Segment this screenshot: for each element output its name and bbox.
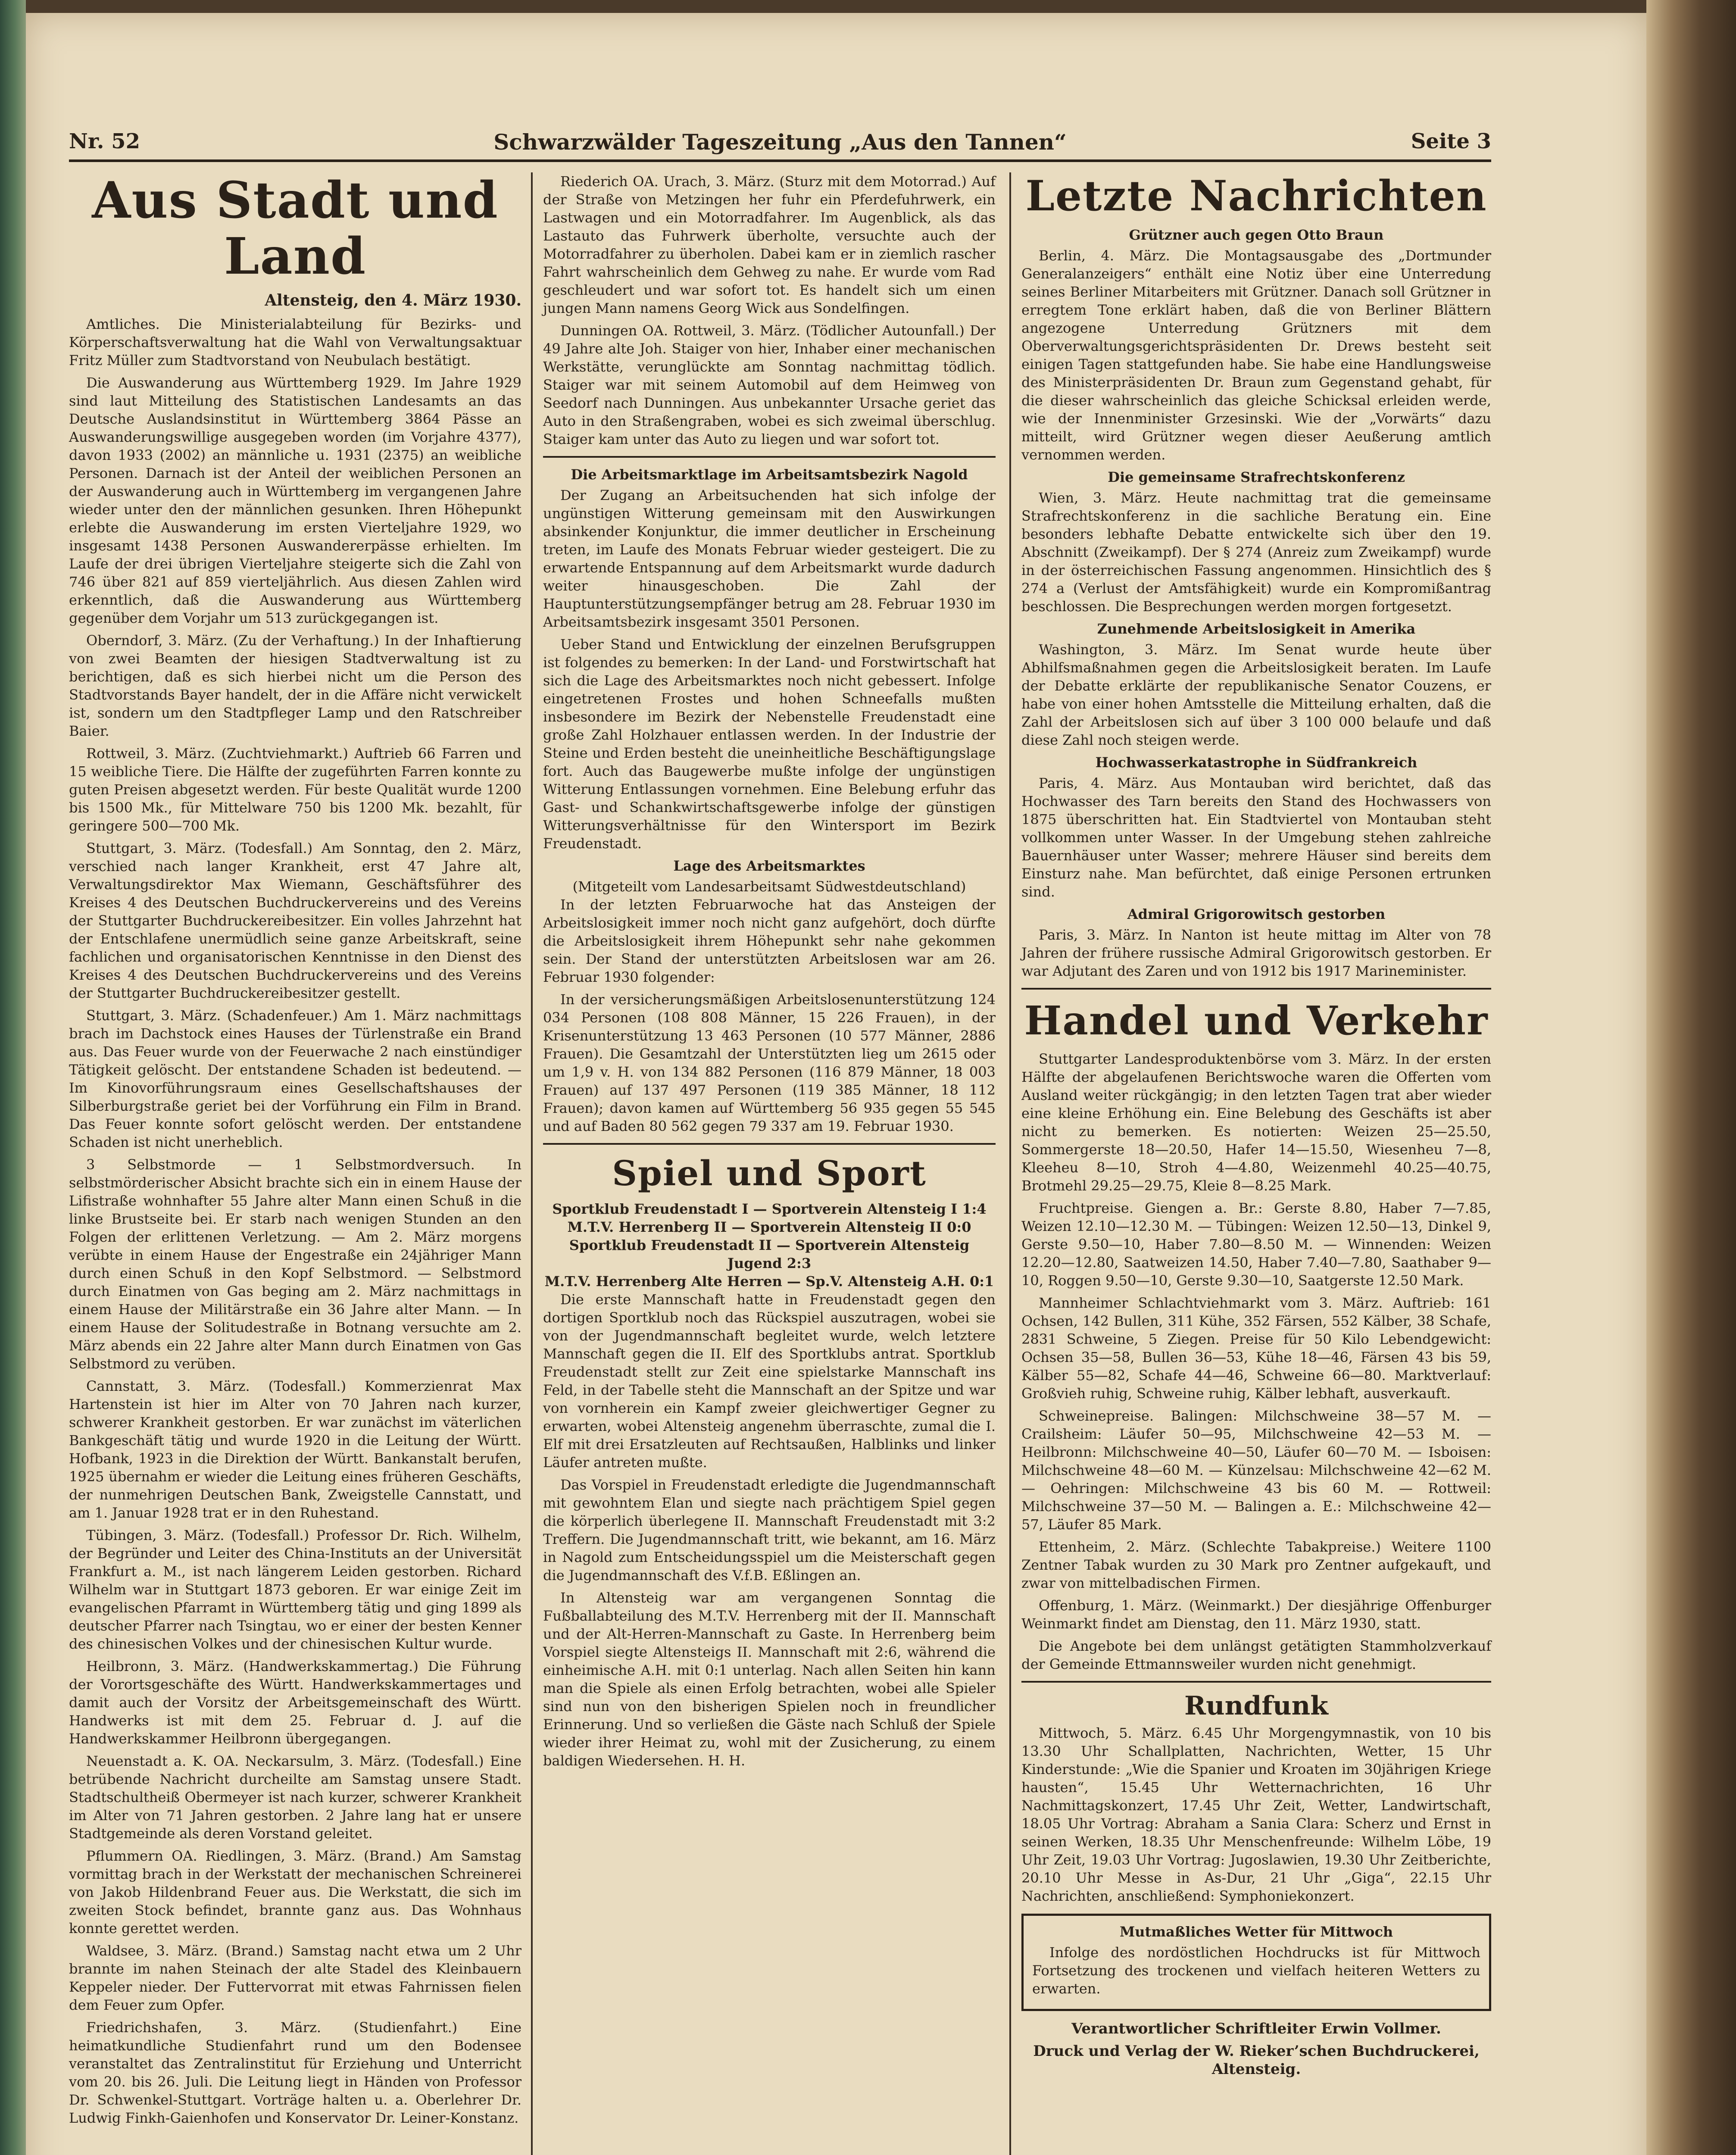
trade-paragraph: Mannheimer Schlachtviehmarkt vom 3. März. Auftrieb: 161 Ochsen, 142 Bullen, 311 Kühe, 352 Färsen, 552 Kälber, 38 Schafe, 2831 Schweine, 5 Ziegen. Preise für 50 Kilo Lebendgewicht: Ochsen 35—58, Bullen 36—53, Kühe 18—46, Färsen 43 bis 59, Kälber 55—82, Schafe 44—46, Schweine 66—80. Marktverlauf: Großvieh ruhig, Schweine ruhig, Kälber lebhaft, ausverkauft.: [1021, 1295, 1491, 1402]
news-article: Berlin, 4. März. Die Montagsausgabe des „Dortmunder Generalanzeigers“ enthält eine Notiz über eine Unterredung seines Berliner Mitarbeiters mit Grützner. Danach soll Grützner in erregtem Tone erklärt haben, daß die von Berliner Blättern angezogene Unterredung Grützners mit dem Oberverwaltungsgerichtspräsidenten Dr. Drews besteht seit einigen Tagen stattgefunden habe. Sie habe eine Handlungsweise des Ministerpräsidenten Dr. Braun zum Gegenstand gehabt, für die dieser wahrscheinlich das gleiche Schicksal erleiden werde, wie der Innenminister Grzesinski. Wie der „Vorwärts“ dazu mitteilt, wird Grützner wegen dieser Aeußerung amtlich vernommen werden.: [1021, 247, 1491, 463]
column-right: [1021, 172, 1491, 2083]
imprint-printer: Druck und Verlag der W. Rieker’schen Buchdruckerei, Altensteig.: [1033, 2043, 1480, 2078]
article-stuttgart-todesfall: Stuttgart, 3. März. (Todesfall.) Am Sonntag, den 2. März, verschied nach langer Krankheit, erst 47 Jahre alt, Verwaltungsdirektor Max Wiemann, Geschäftsführer des Kreises 4 des Deutschen Buchdruckervereins und des Vereins der Stuttgarter Buchdruckereibesitzer. Ein volles Jahrzehnt hat der Entschlafene unermüdlich seine ganze Arbeitskraft, seine fachlichen und organisatorischen Kenntnisse in den Dienst des Kreises 4 des Deutschen Buchdruckervereins und des Vereins der Stuttgarter Buchdruckereibesitzer gestellt.: [69, 840, 521, 1001]
labor-state-paragraph: In der versicherungsmäßigen Arbeitslosenunterstützung 124 034 Personen (108 808 Männer, 15 226 Frauen), in der Krisenunterstützung 13 463 Personen (10 577 Männer, 2886 Frauen). Die Gesamtzahl der Unterstützten lieg um 2615 oder um 1,9 v. H. von 134 882 Personen (116 879 Männer, 18 003 Frauen) auf 137 497 Personen (119 385 Männer, 18 112 Frauen); davon kamen auf Württemberg 56 935 gegen 55 545 und auf Baden 80 562 gegen 79 337 am 19. Februar 1930.: [543, 991, 996, 1134]
article-waldsee: Waldsee, 3. März. (Brand.) Samstag nacht etwa um 2 Uhr brannte im nahen Steinach der alte Stadel des Kleinbauern Keppeler nieder. Der Futtervorrat mit etwas Fahrnissen fielen dem Feuer zum Opfer.: [69, 1943, 521, 2013]
issue-number: Nr. 52: [69, 129, 140, 153]
weather-title: Mutmaßliches Wetter für Mittwoch: [1119, 1924, 1393, 1940]
article-friedrichshafen: Friedrichshafen, 3. März. (Studienfahrt.) Eine heimatkundliche Studienfahrt rund um den Bodensee veranstaltet das Zentralinstitut für Erziehung und Unterricht vom 20. bis 26. Juli. Die Leitung liegt in Händen von Professor Dr. Schwenkel-Stuttgart. Vorträge halten u. a. Oberlehrer Dr. Ludwig Finkh-Gaienhofen und Konservator Dr. Leiner-Konstanz.: [69, 2019, 521, 2126]
news-headline: Grützner auch gegen Otto Braun: [1129, 227, 1384, 243]
trade-paragraph: Schweinepreise. Balingen: Milchschweine 38—57 M. — Crailsheim: Läufer 50—95, Milchschweine 42—53 M. — Heilbronn: Milchschweine 40—50, Läufer 60—70 M. — Isboisen: Milchschweine 48—60 M. — Künzelsau: Milchschweine 42—62 M. — Oehringen: Milchschweine 43 bis 60 M. — Rottweil: Milchschweine 37—50 M. — Balingen a. E.: Milchschweine 42—57, Läufer 85 Mark.: [1021, 1408, 1491, 1533]
trade-paragraph: Stuttgarter Landesproduktenbörse vom 3. März. In der ersten Hälfte der abgelaufenen Berichtswoche waren die Offerten vom Ausland weiter rückgängig; in den letzten Tagen trat aber wieder eine kleine Erhöhung ein. Eine Belebung des Geschäfts ist aber nicht zu bemerken. Es notierten: Weizen 25—25.50, Sommergerste 18—20.50, Hafer 14—15.50, Wiesenheu 7—8, Kleeheu 8—10, Stroh 4—4.80, Weizenmehl 40.25—40.75, Brotmehl 29.25—29.75, Kleie 8—8.25 Mark.: [1021, 1051, 1491, 1194]
sport-report-paragraph: Das Vorspiel in Freudenstadt erledigte die Jugendmannschaft mit gewohntem Elan und siegte nach prächtigem Spiel gegen die körperlich überlegene II. Mannschaft Freudenstadt mit 3:2 Treffern. Die Jugendmannschaft tritt, wie bekannt, am 16. März in Nagold zum Entscheidungsspiel um die Meisterschaft gegen die Jugendmannschaft des V.f.B. Eßlingen an.: [543, 1477, 996, 1583]
column-rule-2: [1009, 172, 1011, 2155]
labor-market-title: Die Arbeitsmarktlage im Arbeitsamtsbezirk Nagold: [571, 466, 968, 483]
section-title-stadt-und-land: Aus Stadt und Land: [92, 171, 499, 286]
article-rottweil: Rottweil, 3. März. (Zuchtviehmarkt.) Auftrieb 66 Farren und 15 weibliche Tiere. Die Hälfte der zugeführten Farren konnte zu guten Preisen abgesetzt werden. Für beste Qualität wurde 1200 bis 1500 Mk., für Mittelware 750 bis 1200 Mk. bezahlt, für geringere 500—700 Mk.: [69, 745, 521, 834]
column-stadt-und-land: [69, 172, 521, 2131]
news-article: Paris, 3. März. In Nanton ist heute mittag im Alter von 78 Jahren der frühere russische Admiral Grigorowitsch gestorben. Er war Adjutant des Zaren und von 1912 bis 1917 Marineminister.: [1021, 927, 1491, 979]
sport-results: [543, 1200, 996, 1290]
labor-market-paragraph: Ueber Stand und Entwicklung der einzelnen Berufsgruppen ist folgendes zu bemerken: In der Land- und Forstwirtschaft hat sich die Lage des Arbeitsmarktes noch nicht gebessert. Infolge eingetretenen Frostes und hohen Schneefalls mußten insbesondere im Bezirk der Nebenstelle Freudenstadt eine große Zahl Holzhauer entlassen werden. In der Industrie der Steine und Erden besteht die uneinheitliche Beschäftigungslage fort. Auch das Baugewerbe mußte infolge der ungünstigen Witterung Entlassungen vornehmen. Eine Belebung erfuhr das Gast- und Schankwirtschaftsgewerbe infolge der günstigen Witterungsverhältnisse für den Wintersport im Bezirk Freudenstadt.: [543, 636, 996, 852]
news-article: Wien, 3. März. Heute nachmittag trat die gemeinsame Strafrechtskonferenz in die sachliche Beratung ein. Eine besonders lebhafte Debatte entwickelte sich über den 19. Abschnitt (Zweikampf). Der § 274 (Anreiz zum Zweikampf) wurde in der österreichischen Fassung angenommen. Hinsichtlich des § 274 a (Verlust der Amtsfähigkeit) wurde ein Kompromißantrag beschlossen. Die Besprechungen werden morgen fortgesetzt.: [1021, 490, 1491, 615]
article-stuttgart-schadenfeuer: Stuttgart, 3. März. (Schadenfeuer.) Am 1. März nachmittags brach im Dachstock eines Hauses der Türlenstraße ein Brand aus. Das Feuer wurde von der Feuerwache 2 nach einstündiger Tätigkeit gelöscht. Der entstandene Schaden ist bedeutend. — Im Kinovorführungsraum eines Gesellschaftshauses der Silberburgstraße geriet bei der Vorführung ein Film in Brand. Das Feuer konnte sofort gelöscht werden. Der entstandene Schaden ist nicht unerheblich.: [69, 1007, 521, 1150]
trade-paragraph: Die Angebote bei dem unlängst getätigten Stammholzverkauf der Gemeinde Ettmannsweiler wurden nicht genehmigt.: [1021, 1638, 1491, 1672]
article-dunningen: Dunningen OA. Rottweil, 3. März. (Tödlicher Autounfall.) Der 49 Jahre alte Joh. Staiger von hier, Inhaber einer mechanischen Werkstätte, verunglückte am Sonntag nachmittag tödlich. Staiger war mit seinem Automobil auf dem Heimweg von Seedorf nach Dunningen. Aus unbekannter Ursache geriet das Auto in den Straßengraben, wobei es sich zweimal überschlug. Staiger kam unter das Auto zu liegen und war sofort tot.: [543, 322, 996, 447]
divider: [543, 456, 996, 458]
weather-box: [1021, 1914, 1491, 2011]
page-number: Seite 3: [1411, 129, 1491, 153]
trade-paragraph: Fruchtpreise. Giengen a. Br.: Gerste 8.80, Haber 7—7.85, Weizen 12.10—12.30 M. — Tübingen: Weizen 12.50—13, Dinkel 9, Gerste 9.50—10, Haber 7.80—8.50 M. — Winnenden: Weizen 12.20—12.80, Saatweizen 14.50, Haber 7.40—7.80, Saathaber 9—10, Roggen 9.50—10, Gerste 9.30—10, Saatgerste 12.50 Mark.: [1021, 1200, 1491, 1289]
divider: [1021, 988, 1491, 990]
divider: [1021, 1681, 1491, 1683]
labor-market-paragraph: Der Zugang an Arbeitsuchenden hat sich infolge der ungünstigen Witterung gemeinsam mit den Auswirkungen absinkender Konjunktur, die immer deutlicher in Erscheinung treten, im Laufe des Monats Februar wieder gesteigert. Die zu erwartende Entspannung auf dem Arbeitsmarkt wurde dadurch weiter hinausgeschoben. Die Zahl der Hauptunterstützungsempfänger betrug am 28. Februar 1930 im Arbeitsamtsbezirk insgesamt 3501 Personen.: [543, 487, 996, 630]
column-rule-1: [531, 172, 533, 2155]
trade-paragraph: Ettenheim, 2. März. (Schlechte Tabakpreise.) Weitere 1100 Zentner Tabak wurden zu 30 Mark pro Zentner aufgekauft, und zwar von mittelbadischen Firmen.: [1021, 1539, 1491, 1591]
news-headline: Hochwasserkatastrophe in Südfrankreich: [1095, 754, 1418, 771]
trade-paragraph: Offenburg, 1. März. (Weinmarkt.) Der diesjährige Offenburger Weinmarkt findet am Dienstag, den 11. März 1930, statt.: [1021, 1597, 1491, 1632]
paper-title: Schwarzwälder Tageszeitung „Aus den Tannen“: [493, 129, 1067, 155]
article-selbstmorde: 3 Selbstmorde — 1 Selbstmordversuch. In selbstmörderischer Absicht brachte sich ein in einem Hause der Lifistraße wohnhafter 55 Jahre alter Mann einen Schuß in die linke Brustseite bei. Er starb nach wenigen Stunden an den Folgen der erlittenen Verletzung. — Am 2. März morgens verübte in einem Hause der Engestraße ein 24jähriger Mann durch einen Schuß in den Kopf Selbstmord. — Selbstmord durch Einatmen von Gas beging am 2. März nachmittags in einem Hause der Militärstraße ein 36 Jahre alter Mann. — In einem Hause der Solitudestraße in Botnang versuchte am 2. März abends ein 22 Jahre alter Mann durch Einatmen von Gas Selbstmord zu verüben.: [69, 1156, 521, 1372]
sport-report-paragraph: In Altensteig war am vergangenen Sonntag die Fußballabteilung des M.T.V. Herrenberg mit der II. Mannschaft und der Alt-Herren-Mannschaft zu Gaste. In Herrenberg beim Vorspiel siegte Altensteigs II. Mannschaft mit 2:6, während die einheimische A.H. mit 0:1 unterlag. Nach allen Seiten hin kann man die Spiele als einen Erfolg betrachten, wobei alle Spieler sind nun von den bisherigen Spielen noch in freundlicher Erinnerung. Und so verließen die Gäste nach Schluß der Spiele wieder ihrer Heimat zu, wohl mit der Zusicherung, zu einem baldigen Wiedersehen. H. H.: [543, 1590, 996, 1769]
page-header: [69, 121, 1491, 162]
sport-result: M.T.V. Herrenberg Alte Herren — Sp.V. Altensteig A.H. 0:1: [544, 1273, 994, 1290]
news-headline: Die gemeinsame Strafrechtskonferenz: [1108, 469, 1405, 485]
article-heilbronn: Heilbronn, 3. März. (Handwerkskammertag.) Die Führung der Vorortsgeschäfte des Württ. Handwerkskammertages und damit auch der Vorsitz der Arbeitsgemeinschaft des Württ. Handwerks ist mit dem 25. Februar d. J. auf die Handwerkskammer Heilbronn übergegangen.: [69, 1658, 521, 1747]
news-headline: Zunehmende Arbeitslosigkeit in Amerika: [1097, 621, 1416, 637]
article-oberndorf: Oberndorf, 3. März. (Zu der Verhaftung.) In der Inhaftierung von zwei Beamten der hiesigen Stadtverwaltung ist zu berichtigen, daß es sich hierbei nicht um die Person des Stadtvorstands Bayer handelt, der in die Affäre nicht verwickelt ist, sondern um den Stadtpfleger Lamp und den Ratschreiber Baier.: [69, 632, 521, 739]
article-tuebingen: Tübingen, 3. März. (Todesfall.) Professor Dr. Rich. Wilhelm, der Begründer und Leiter des China-Instituts an der Universität Frankfurt a. M., ist nach längerem Leiden gestorben. Richard Wilhelm war in Stuttgart 1873 geboren. Er war einige Zeit im evangelischen Pfarramt in Württemberg tätig und ging 1899 als deutscher Pfarrer nach Tsingtau, wo er einer der besten Kenner des chinesischen Volkes und der chinesischen Kultur wurde.: [69, 1527, 521, 1652]
weather-text: Infolge des nordöstlichen Hochdrucks ist für Mittwoch Fortsetzung des trockenen und vielfach heiteren Wetters zu erwarten.: [1032, 1944, 1480, 1997]
news-headline: Admiral Grigorowitsch gestorben: [1127, 906, 1386, 922]
section-title-handel-und-verkehr: Handel und Verkehr: [1024, 997, 1489, 1044]
article-neuenstadt: Neuenstadt a. K. OA. Neckarsulm, 3. März. (Todesfall.) Eine betrübende Nachricht durcheilte am Samstag unsere Stadt. Stadtschultheiß Obermeyer ist nach kurzer, schwerer Krankheit im Alter von 71 Jahren gestorben. 2 Jahre lang hat er unsere Stadtgemeinde als deren Vorstand geleitet.: [69, 1753, 521, 1842]
radio-program: Mittwoch, 5. März. 6.45 Uhr Morgengymnastik, von 10 bis 13.30 Uhr Schallplatten, Nachrichten, Wetter, 15 Uhr Kinderstunde: „Wie die Spanier und Kroaten im 30jährigen Kriege hausten“, 15.45 Uhr Wetternachrichten, 16 Uhr Nachmittagskonzert, 17.45 Uhr Zeit, Wetter, Landwirtschaft, 18.05 Uhr Vortrag: Abraham a Sania Clara: Scherz und Ernst in seinen Werken, 18.35 Uhr Menschenfreunde: Wilhelm Löbe, 19 Uhr Zeit, 19.03 Uhr Vortrag: Jugoslawien, 19.30 Uhr Zeitberichte, 20.10 Uhr Messe in As-Dur, 21 Uhr „Giga“, 22.15 Uhr Nachrichten, anschließend: Symphoniekonzert.: [1021, 1725, 1491, 1904]
labor-state-paragraph: In der letzten Februarwoche hat das Ansteigen der Arbeitslosigkeit immer noch nicht ganz aufgehört, doch dürfte die Arbeitslosigkeit ihrem Höhepunkt sehr nahe gekommen sein. Der Stand der unterstützten Arbeitslosen war am 26. Februar 1930 folgender:: [543, 896, 996, 985]
section-title-spiel-und-sport: Spiel und Sport: [612, 1153, 927, 1193]
sport-result: M.T.V. Herrenberg II — Sportverein Altensteig II 0:0: [567, 1219, 971, 1235]
book-binding: [0, 0, 26, 2155]
news-article: Washington, 3. März. Im Senat wurde heute über Abhilfsmaßnahmen gegen die Arbeitslosigkeit beraten. Im Laufe der Debatte erklärte der republikanische Senator Couzens, er habe von einer hohen Amtsstelle die Mitteilung erhalten, daß die Zahl der Arbeitslosen sich auf über 3 100 000 belaufe und daß diese Zahl noch steigen werde.: [1021, 641, 1491, 748]
page-edge-stack: [1646, 0, 1736, 2155]
article-cannstatt: Cannstatt, 3. März. (Todesfall.) Kommerzienrat Max Hartenstein ist hier im Alter von 70 Jahren nach kurzer, schwerer Krankheit gestorben. Er war zunächst im väterlichen Bankgeschäft tätig und wurde 1920 in die Leitung der Württ. Hofbank, 1923 in die Direktion der Württ. Bankanstalt berufen, 1925 übernahm er wieder die Leitung eines früheren Geschäfts, der nunmehrigen Deutschen Bank, Zweigstelle Cannstatt, und am 1. Januar 1928 trat er in den Ruhestand.: [69, 1378, 521, 1521]
section-title-letzte-nachrichten: Letzte Nachrichten: [1025, 172, 1487, 220]
article-auswanderung: Die Auswanderung aus Württemberg 1929. Im Jahre 1929 sind laut Mitteilung des Statistischen Landesamts an das Deutsche Auslandsinstitut in Württemberg 3864 Pässe an Auswanderungswillige ausgegeben worden (im Vorjahre 4377), davon 1933 (2002) an männliche u. 1931 (2375) an weibliche Personen. Darnach ist der Anteil der weiblichen Personen an der Auswanderung auch in Württemberg im vergangenen Jahre wieder unter den der männlichen gesunken. Ihren Höhepunkt erlebte die Auswanderung im ersten Vierteljahre 1929, wo insgesamt 1438 Personen Auswandererpässe erhielten. Im Laufe der drei übrigen Vierteljahre steigerte sich die Zahl von 746 über 821 auf 859 vierteljährlich. Aus diesen Zahlen wird erkenntlich, daß die Auswanderung aus Württemberg gegenüber dem Vorjahr um 513 zurückgegangen ist.: [69, 375, 521, 626]
sport-report-paragraph: Die erste Mannschaft hatte in Freudenstadt gegen den dortigen Sportklub noch das Rückspiel auszutragen, wobei sie von der Jugendmannschaft begleitet wurde, welch letztere Mannschaft gegen die II. Elf des Sportklubs antrat. Sportklub Freudenstadt stellt zur Zeit eine spielstarke Mannschaft ins Feld, in der Tabelle steht die Mannschaft an der Spitze und war von vornherein ein Kampf zweier gleichwertiger Gegner zu erwarten, wobei Altensteig angenehm überraschte, zumal die I. Elf mit drei Ersatzleuten auf Rechtsaußen, Halblinks und linker Läufer antreten mußte.: [543, 1291, 996, 1471]
radio-title: Rundfunk: [1184, 1691, 1328, 1721]
sport-result: Sportklub Freudenstadt I — Sportverein Altensteig I 1:4: [552, 1201, 987, 1217]
news-article: Paris, 4. März. Aus Montauban wird berichtet, daß das Hochwasser des Tarn bereits den Stand des Hochwassers von 1875 überschritten hat. Ein Stadtviertel von Montauban steht vollkommen unter Wasser. In der Umgebung stehen zahlreiche Bauernhäuser unter Wasser; mehrere Häuser sind bereits dem Einsturz nahe. Man befürchtet, daß einige Personen ertrunken sind.: [1021, 775, 1491, 900]
dateline: Altensteig, den 4. März 1930.: [265, 291, 521, 309]
labor-state-title: Lage des Arbeitsmarktes: [673, 858, 865, 874]
article-riederich: Riederich OA. Urach, 3. März. (Sturz mit dem Motorrad.) Auf der Straße von Metzingen her fuhr ein Pferdefuhrwerk, ein Lastwagen und ein Motorradfahrer. Im Augenblick, als das Lastauto das Fuhrwerk überholte, versuchte auch der Motorradfahrer zu überholen. Dabei kam er in ziemlich rascher Fahrt wahrscheinlich dem Gehweg zu nahe. Er wurde vom Rad geschleudert und war sofort tot. Es handelt sich um einen jungen Mann namens Georg Wick aus Sondelfingen.: [543, 173, 996, 316]
labor-state-subtitle: (Mitgeteilt vom Landesarbeitsamt Südwestdeutschland): [572, 878, 966, 895]
divider: [543, 1143, 996, 1145]
article-amtliches: Amtliches. Die Ministerialabteilung für Bezirks- und Körperschaftsverwaltung hat die Wahl von Verwaltungsaktuar Fritz Müller zum Stadtvorstand von Neubulach bestätigt.: [69, 316, 521, 369]
imprint-editor: Verantwortlicher Schriftleiter Erwin Vollmer.: [1071, 2020, 1441, 2037]
sport-result: Sportklub Freudenstadt II — Sportverein Altensteig Jugend 2:3: [569, 1237, 970, 1271]
column-middle: [543, 172, 996, 1774]
article-pflummern: Pflummern OA. Riedlingen, 3. März. (Brand.) Am Samstag vormittag brach in der Werkstatt der mechanischen Schreinerei von Jakob Hildenbrand Feuer aus. Die Werkstatt, die sich im zweiten Stock befindet, brannte ganz aus. Das Wohnhaus konnte gerettet werden.: [69, 1848, 521, 1936]
local-news-articles: [69, 315, 521, 2127]
